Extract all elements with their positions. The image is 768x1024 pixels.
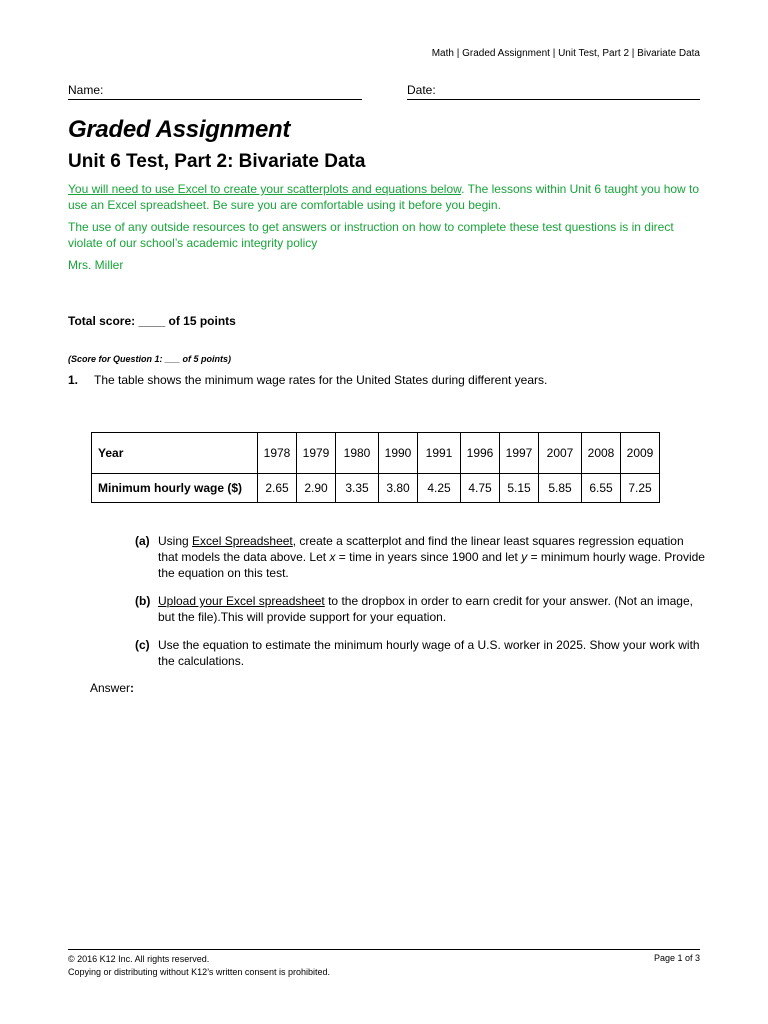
name-line (68, 99, 362, 100)
copy-notice: Copying or distributing without K12’s written consent is prohibited. (68, 967, 330, 977)
footer-divider (68, 949, 700, 950)
question-number: 1. (68, 373, 79, 387)
date-line (407, 99, 700, 100)
part-a-text-3: = minimum hourly wage. Provide the equation on this test. (158, 550, 705, 580)
answer-word: Answer (90, 681, 131, 695)
wage-cell: 7.25 (621, 474, 660, 503)
year-cell: 2008 (582, 433, 621, 474)
year-cell: 1991 (425, 446, 453, 460)
part-a-pre: Using (158, 534, 193, 548)
year-cell: 1978 (258, 433, 297, 474)
part-label: (a) (135, 534, 150, 548)
wage-header: Minimum hourly wage ($) (92, 474, 258, 503)
part-a-text-2: = time in years since 1900 and let (335, 550, 522, 564)
instruction-text-1: . The lessons within Unit 6 taught you how to use an Excel spreadsheet. Be sure you are comfortable using it before you begin. (68, 182, 700, 212)
var-x: x (329, 550, 336, 564)
question-parts (135, 533, 705, 681)
part-c (135, 637, 705, 669)
instruction-paragraph-2: The use of any outside resources to get answers or instruction on how to complete these test questions is in direct violate of our school’s academic integrity policy (68, 220, 674, 250)
part-b-text: to the dropbox in order to earn credit for your answer. (Not an image, but the file).This will provide support for your equation. (158, 594, 693, 624)
wage-cell: 3.35 (336, 474, 379, 503)
part-text (158, 533, 705, 581)
name-field[interactable] (68, 83, 362, 97)
footer-copyright (68, 953, 330, 979)
year-cell: 1979 (297, 433, 336, 474)
wage-cell: 2.65 (258, 474, 297, 503)
question-1 (68, 373, 708, 387)
date-label: Date: (407, 83, 436, 97)
part-a-text-1: , create a scatterplot and find the linear least squares regression equation that models the data above. Let (158, 534, 684, 564)
excel-spreadsheet-link[interactable]: Excel Spreadsheet (192, 534, 293, 548)
year-cell: 2007 (546, 446, 574, 460)
part-label: (c) (135, 638, 150, 652)
wage-cell: 6.55 (582, 474, 621, 503)
wage-cell: 4.75 (461, 474, 500, 503)
part-text (158, 593, 705, 625)
answer-colon: : (130, 681, 135, 695)
wage-cell: 2.90 (297, 474, 336, 503)
total-score: Total score: ____ of 15 points (68, 314, 236, 328)
year-cell: 1996 (461, 433, 500, 474)
instructions (68, 181, 708, 279)
part-label: (b) (135, 594, 151, 608)
wage-cell: 3.80 (379, 474, 418, 503)
excel-instruction-link[interactable]: You will need to use Excel to create your scatterplots and equations below (68, 182, 462, 196)
copyright-text: © 2016 K12 Inc. All rights reserved. (68, 954, 210, 964)
wage-cell: 5.85 (539, 474, 582, 503)
page-subtitle: Unit 6 Test, Part 2: Bivariate Data (68, 151, 366, 172)
part-a (135, 533, 705, 581)
part-b (135, 593, 705, 625)
running-header: Math | Graded Assignment | Unit Test, Part 2 | Bivariate Data (431, 48, 700, 59)
wage-table (91, 432, 660, 503)
answer-label (90, 681, 134, 695)
wage-cell: 4.25 (418, 474, 461, 503)
name-label: Name: (68, 83, 104, 97)
year-cell: 2009 (621, 433, 660, 474)
wage-row (92, 474, 660, 503)
year-cell: 1997 (500, 433, 539, 474)
year-cell: 1990 (379, 433, 418, 474)
page-title: Graded Assignment (68, 116, 291, 143)
date-field[interactable] (407, 83, 700, 97)
question-1-score: (Score for Question 1: ___ of 5 points) (68, 354, 232, 364)
wage-cell: 5.15 (500, 474, 539, 503)
upload-spreadsheet-link[interactable]: Upload your Excel spreadsheet (158, 594, 325, 608)
var-y: y (521, 550, 528, 564)
teacher-signature: Mrs. Miller (68, 258, 124, 272)
instruction-paragraph-1 (68, 181, 708, 213)
question-text: The table shows the minimum wage rates for the United States during different years. (94, 373, 548, 387)
year-cell: 1980 (343, 446, 371, 460)
year-row (92, 433, 660, 474)
year-header: Year (92, 433, 258, 474)
page-number: Page 1 of 3 (653, 953, 700, 963)
part-text: Use the equation to estimate the minimum hourly wage of a U.S. worker in 2025. Show your work with the calculations. (158, 638, 700, 668)
